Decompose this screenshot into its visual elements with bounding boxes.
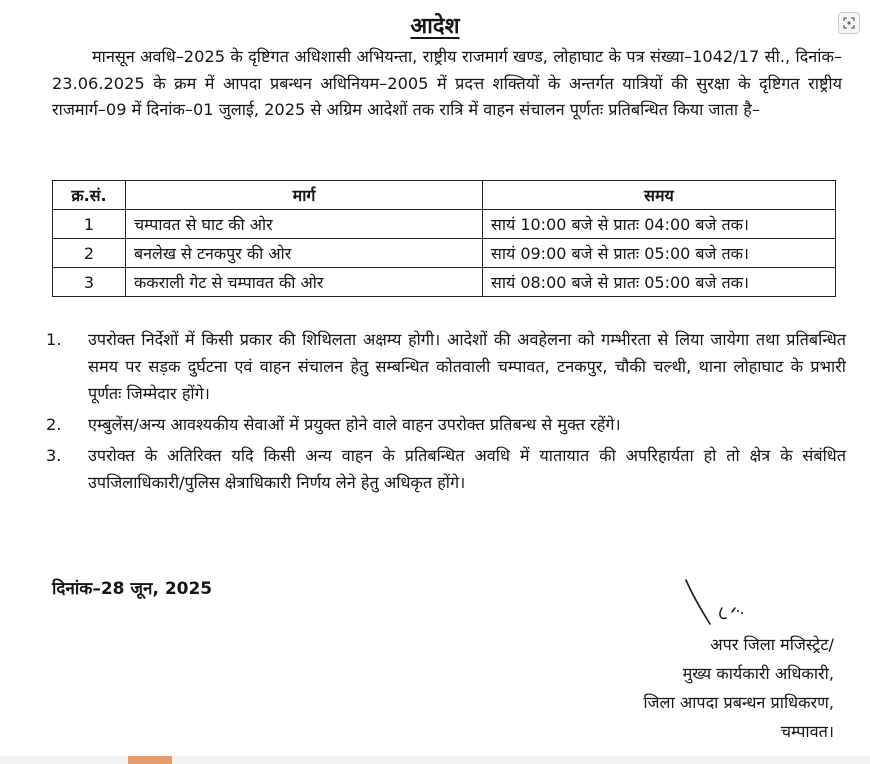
serial-cell: 1 xyxy=(53,210,126,239)
signatory-line: अपर जिला मजिस्ट्रेट/ xyxy=(710,635,834,654)
bottom-mark xyxy=(128,756,172,764)
serial-cell: 2 xyxy=(53,239,126,268)
intro-paragraph: मानसून अवधि–2025 के दृष्टिगत अधिशासी अभियन्ता, राष्ट्रीय राजमार्ग खण्ड, लोहाघाट के पत्र संख्या–1042/17 सी., दिनांक–23.06.2025 के क्रम में आपदा प्रबन्धन अधिनियम–2005 में प्रदत्त शक्तियों के अन्तर्गत यात्रियों की सुरक्षा के दृष्टिगत राष्ट्रीय राजमार्ग–09 में दिनांक–01 जुलाई, 2025 से अग्रिम आदेशों तक रात्रि में वाहन संचालन पूर्णतः प्रतिबन्धित किया जाता है– xyxy=(52,47,842,119)
list-item-text: उपरोक्त के अतिरिक्त यदि किसी अन्य वाहन के प्रतिबन्धित अवधि में यातायात की अपरिहार्यता हो तो क्षेत्र के संबंधित उपजिलाधिकारी/पुलिस क्षेत्राधिकारी निर्णय लेने हेतु अधिकृत होंगे। xyxy=(88,446,846,492)
route-cell: बनलेख से टनकपुर की ओर xyxy=(126,239,483,268)
handwritten-signature xyxy=(682,578,792,634)
table-row xyxy=(53,268,836,297)
scan-icon[interactable] xyxy=(838,12,860,34)
time-cell: सायं 10:00 बजे से प्रातः 04:00 बजे तक। xyxy=(483,210,836,239)
signatory-line: मुख्य कार्यकारी अधिकारी, xyxy=(682,664,834,683)
column-header-time: समय xyxy=(483,181,836,210)
route-timing-table xyxy=(52,180,836,297)
list-item-text: एम्बुलेंस/अन्य आवश्यकीय सेवाओं में प्रयुक्त होने वाले वाहन उपरोक्त प्रतिबन्ध से मुक्त रहेंगे। xyxy=(88,415,621,434)
serial-cell: 3 xyxy=(53,268,126,297)
list-item xyxy=(46,411,846,438)
route-cell: चम्पावत से घाट की ओर xyxy=(126,210,483,239)
table-row xyxy=(53,239,836,268)
time-cell: सायं 09:00 बजे से प्रातः 05:00 बजे तक। xyxy=(483,239,836,268)
signatory-line: चम्पावत। xyxy=(780,722,834,741)
document-title: आदेश xyxy=(410,14,460,39)
order-date: दिनांक–28 जून, 2025 xyxy=(52,579,213,599)
list-item-text: उपरोक्त निर्देशों में किसी प्रकार की शिथिलता अक्षम्य होगी। आदेशों की अवहेलना को गम्भीरता से लिया जायेगा तथा प्रतिबन्धित समय पर सड़क दुर्घटना एवं वाहन संचालन हेतु सम्बन्धित कोतवाली चम्पावत, टनकपुर, चौकी चल्थी, थाना लोहाघाट के प्रभारी पूर्णतः जिम्मेदार होंगे। xyxy=(88,330,846,403)
list-item xyxy=(46,442,846,496)
list-item-number: 1. xyxy=(46,330,62,349)
table-header-row xyxy=(53,181,836,210)
signatory-line: जिला आपदा प्रबन्धन प्राधिकरण, xyxy=(643,693,834,712)
time-cell: सायं 08:00 बजे से प्रातः 05:00 बजे तक। xyxy=(483,268,836,297)
column-header-route: मार्ग xyxy=(126,181,483,210)
list-item xyxy=(46,326,846,407)
list-item-number: 2. xyxy=(46,415,62,434)
table-row xyxy=(53,210,836,239)
route-cell: ककराली गेट से चम्पावत की ओर xyxy=(126,268,483,297)
column-header-serial: क्र.सं. xyxy=(53,181,126,210)
instruction-list xyxy=(46,326,846,500)
list-item-number: 3. xyxy=(46,446,62,465)
signatory-block xyxy=(514,630,834,746)
